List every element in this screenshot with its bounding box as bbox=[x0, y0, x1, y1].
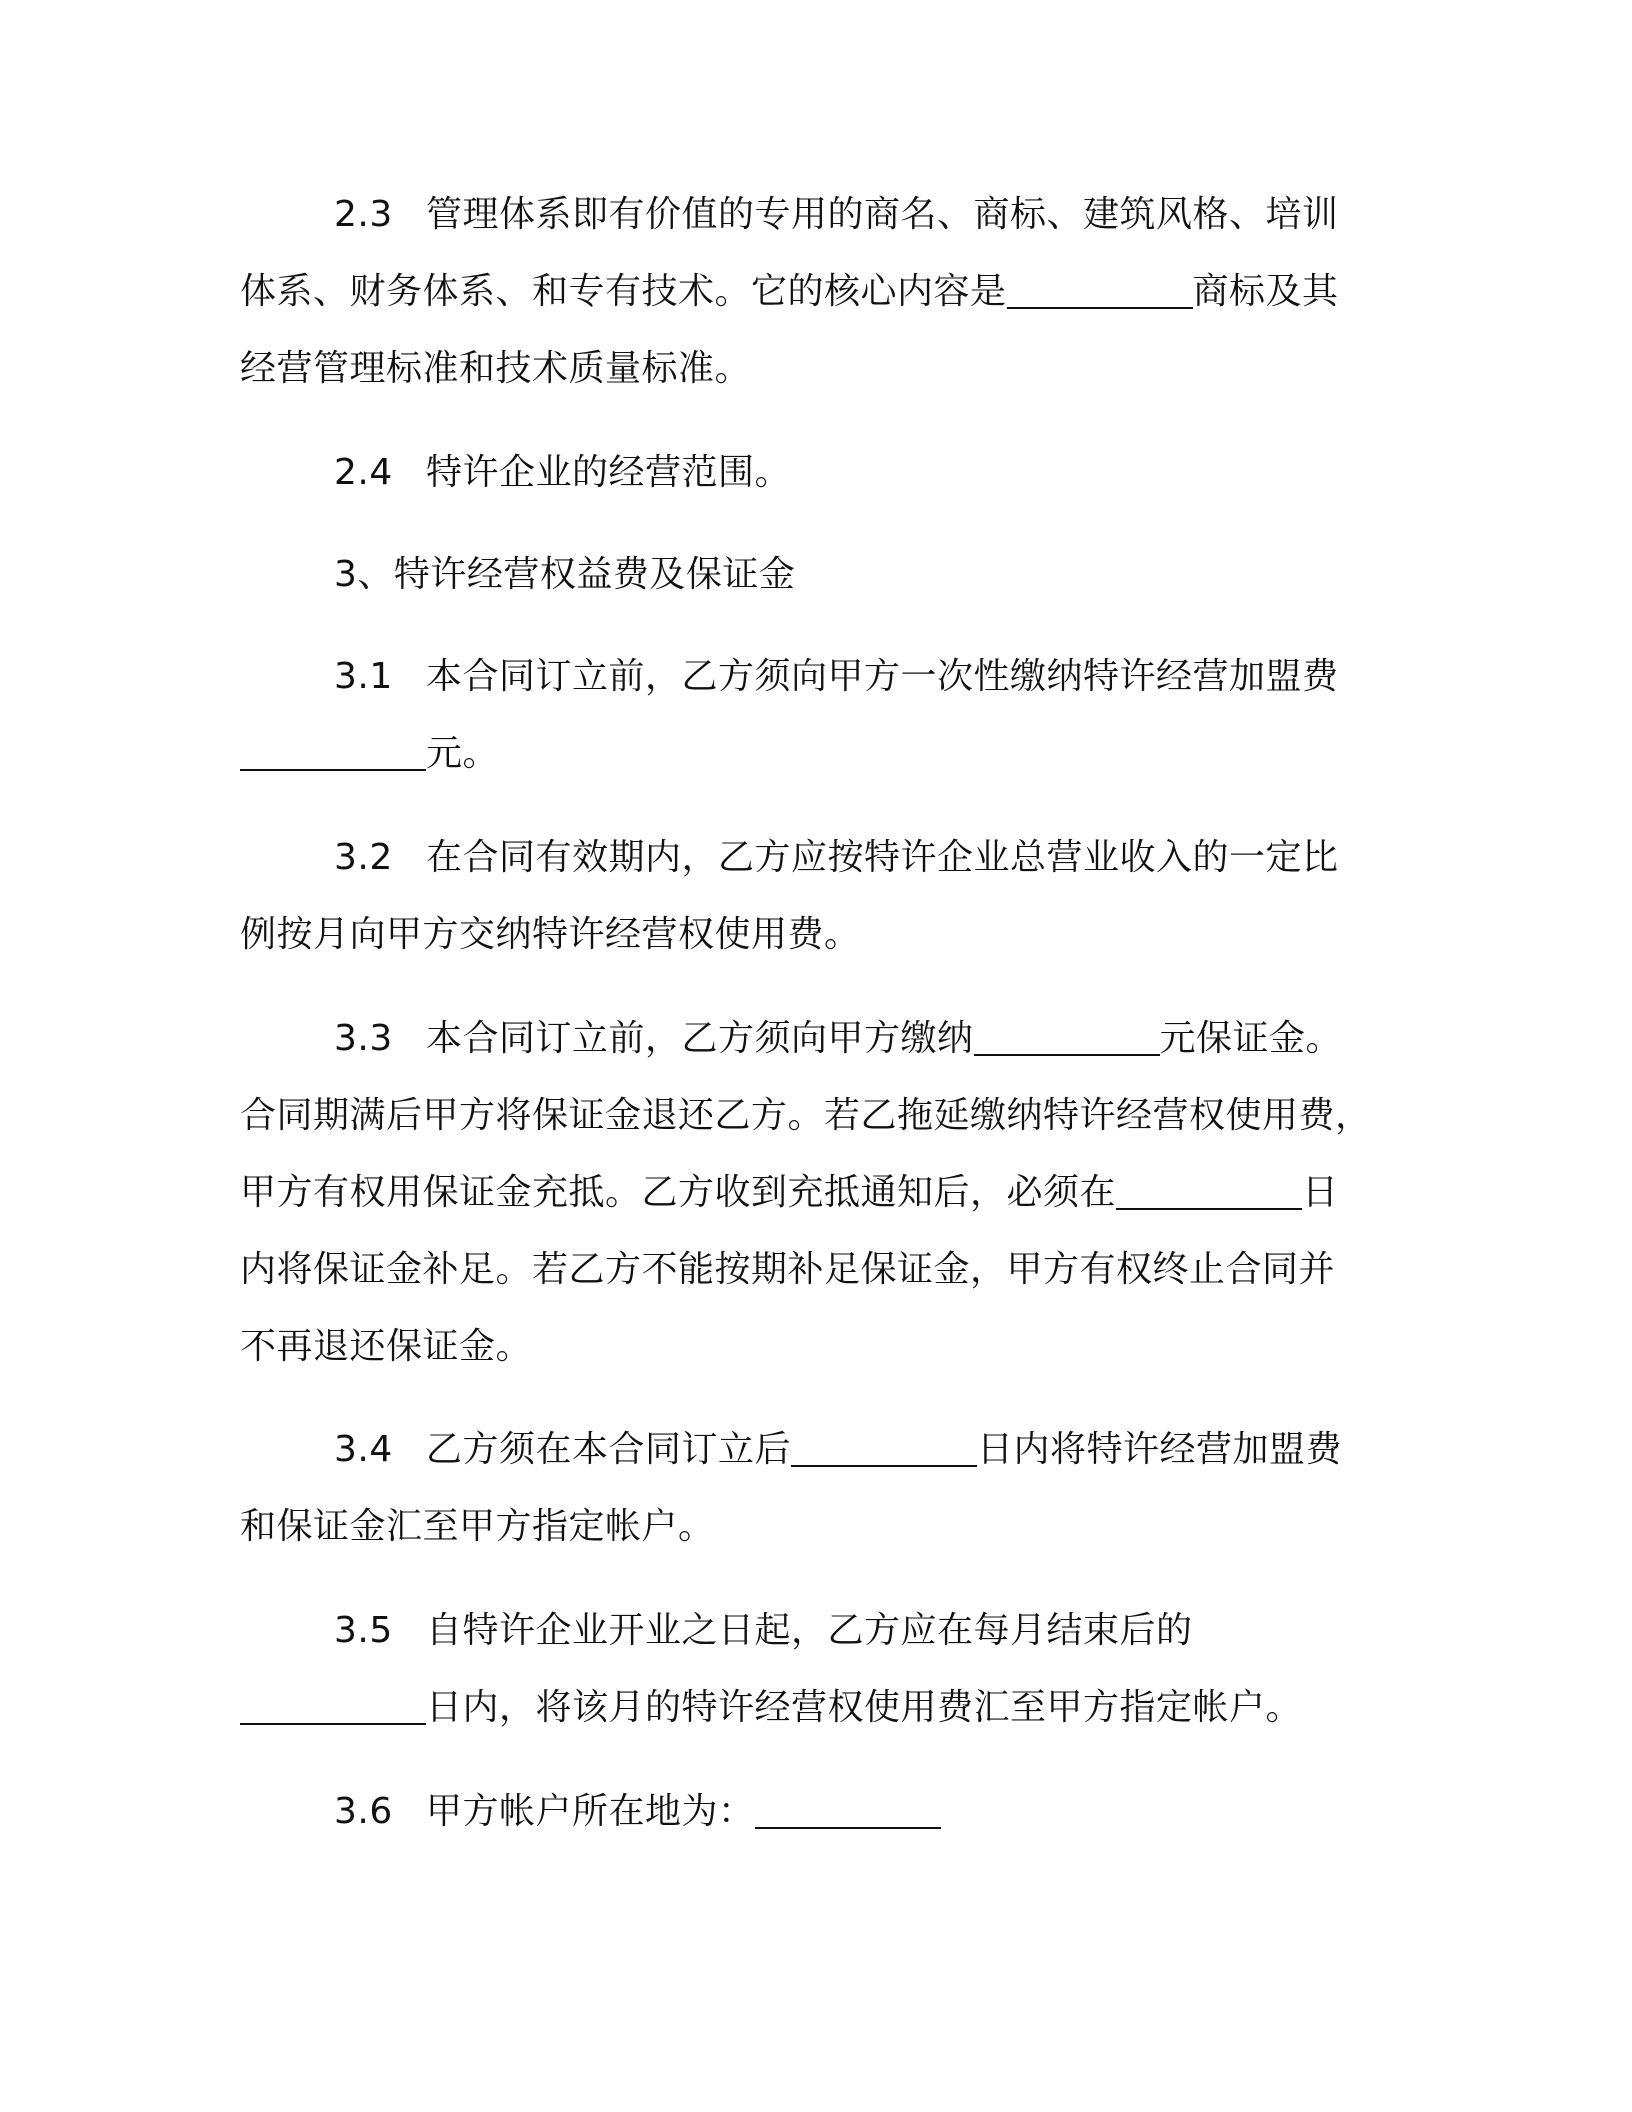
clause-line bbox=[240, 1231, 1380, 1308]
section-heading: 3、特许经营权益费及保证金 bbox=[334, 554, 796, 595]
fill-in-blank[interactable] bbox=[755, 1791, 941, 1829]
clause-number: 2.4 bbox=[334, 452, 393, 493]
clause-text: 在合同有效期内，乙方应按特许企业总营业收入的一定比 bbox=[426, 837, 1339, 878]
clause-line bbox=[240, 176, 1380, 253]
clause-3-2 bbox=[240, 819, 1380, 973]
clause-text: 甲方帐户所在地为： bbox=[426, 1791, 755, 1832]
clause-line bbox=[240, 896, 1380, 973]
clause-3-1 bbox=[240, 638, 1380, 792]
clause-3-3 bbox=[240, 1000, 1380, 1385]
clause-line bbox=[240, 1669, 1380, 1746]
clause-line bbox=[240, 819, 1380, 896]
clause-text: 特许企业的经营范围。 bbox=[426, 452, 792, 493]
clause-text: 管理体系即有价值的专用的商名、商标、建筑风格、培训 bbox=[426, 194, 1339, 235]
clause-text: 日 bbox=[1302, 1172, 1339, 1213]
fill-in-blank[interactable] bbox=[791, 1429, 977, 1467]
clause-text: 和保证金汇至甲方指定帐户。 bbox=[240, 1506, 715, 1547]
clause-line bbox=[240, 1488, 1380, 1565]
clause-text: 元。 bbox=[426, 733, 500, 774]
clause-line bbox=[240, 1077, 1380, 1154]
clause-text: 经营管理标准和技术质量标准。 bbox=[240, 348, 752, 389]
clause-line bbox=[240, 1411, 1380, 1488]
clause-3-5 bbox=[240, 1592, 1380, 1746]
clause-3-4 bbox=[240, 1411, 1380, 1565]
clause-line bbox=[240, 1592, 1380, 1669]
fill-in-blank[interactable] bbox=[240, 1687, 426, 1725]
clause-text: 本合同订立前，乙方须向甲方缴纳 bbox=[426, 1018, 974, 1059]
clause-line bbox=[240, 1308, 1380, 1385]
clause-text: 甲方有权用保证金充抵。乙方收到充抵通知后，必须在 bbox=[240, 1172, 1117, 1213]
clause-text: 内将保证金补足。若乙方不能按期补足保证金，甲方有权终止合同并 bbox=[240, 1249, 1336, 1290]
fill-in-blank[interactable] bbox=[240, 733, 426, 771]
clause-text: 例按月向甲方交纳特许经营权使用费。 bbox=[240, 914, 861, 955]
clause-line bbox=[240, 253, 1380, 330]
clause-text: 乙方须在本合同订立后 bbox=[426, 1429, 792, 1470]
clause-line bbox=[240, 1000, 1380, 1077]
fill-in-blank[interactable] bbox=[1007, 271, 1193, 309]
fill-in-blank[interactable] bbox=[974, 1018, 1160, 1056]
clause-text: 不再退还保证金。 bbox=[240, 1326, 533, 1367]
clause-text: 合同期满后甲方将保证金退还乙方。若乙拖延缴纳特许经营权使用费， bbox=[240, 1095, 1372, 1136]
clause-number: 3.6 bbox=[334, 1791, 393, 1832]
clause-text: 本合同订立前，乙方须向甲方一次性缴纳特许经营加盟费 bbox=[426, 656, 1339, 697]
clause-number: 3.2 bbox=[334, 837, 393, 878]
clause-2-3 bbox=[240, 176, 1380, 407]
clause-number: 3.1 bbox=[334, 656, 393, 697]
clause-2-4 bbox=[240, 434, 1380, 511]
clause-number: 2.3 bbox=[334, 194, 393, 235]
clause-3-6 bbox=[240, 1773, 1380, 1850]
fill-in-blank[interactable] bbox=[1116, 1172, 1302, 1210]
clause-line bbox=[240, 1773, 1380, 1850]
clause-line bbox=[240, 638, 1380, 715]
clause-line bbox=[240, 1154, 1380, 1231]
clause-text: 自特许企业开业之日起，乙方应在每月结束后的 bbox=[426, 1610, 1193, 1651]
clause-line bbox=[240, 715, 1380, 792]
clause-text: 元保证金。 bbox=[1159, 1018, 1343, 1059]
clause-text: 体系、财务体系、和专有技术。它的核心内容是 bbox=[240, 271, 1007, 312]
clause-text: 日内将特许经营加盟费 bbox=[977, 1429, 1343, 1470]
clause-number: 3.5 bbox=[334, 1610, 393, 1651]
section-3-heading bbox=[240, 536, 1380, 613]
clause-text: 日内，将该月的特许经营权使用费汇至甲方指定帐户。 bbox=[426, 1687, 1303, 1728]
clause-line bbox=[240, 434, 1380, 511]
clause-number: 3.3 bbox=[334, 1018, 393, 1059]
clause-number: 3.4 bbox=[334, 1429, 393, 1470]
clause-line bbox=[240, 330, 1380, 407]
clause-text: 商标及其 bbox=[1192, 271, 1339, 312]
